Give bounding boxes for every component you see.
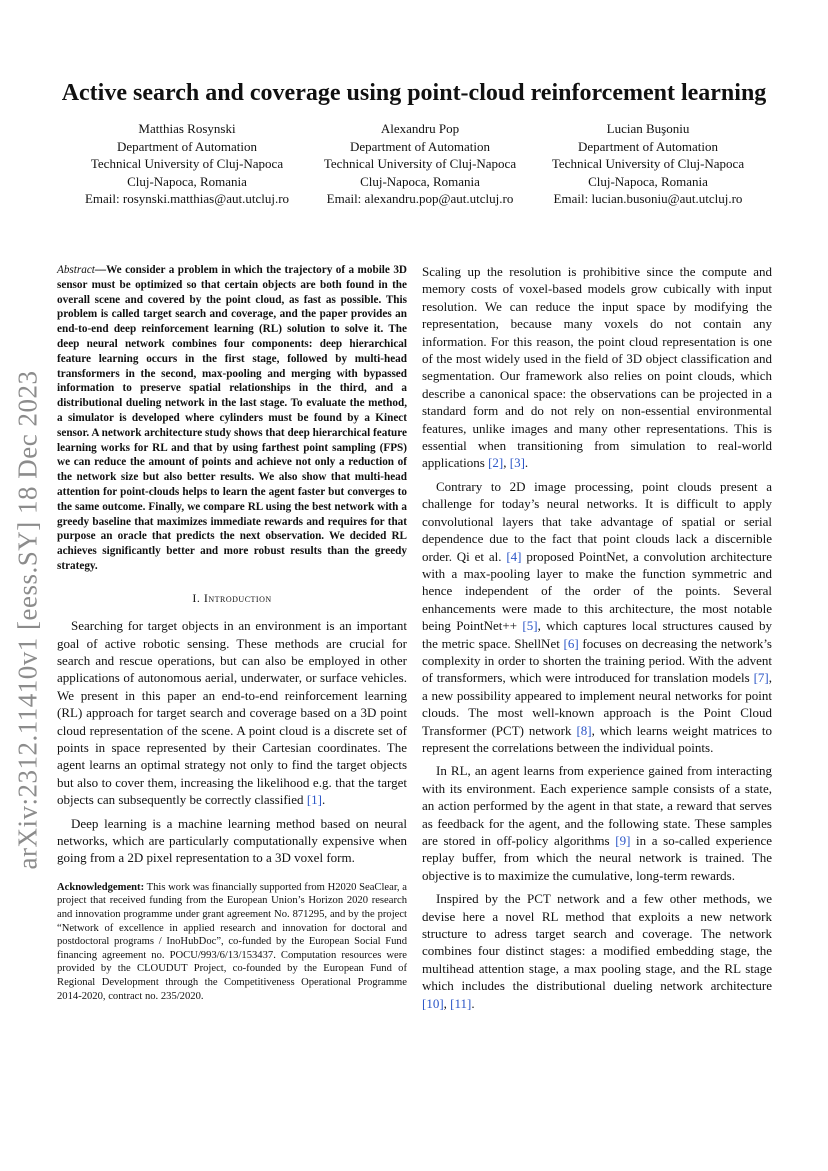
body-paragraph-4: Inspired by the PCT network and a few other methods, we devise here a novel RL method that exploits a new network structure to adress target search and coverage. The network combines four distinct stages: a modified embedding stage, the multihead attention stage, a max pooling stage, and the RL stage which includes the distributional dueling network architecture [10], [11]. xyxy=(422,891,772,1011)
author-block-3 xyxy=(533,120,763,208)
author-university: Technical University of Cluj-Napoca xyxy=(90,156,284,172)
citation-link[interactable]: [4] xyxy=(506,548,522,564)
citation-link[interactable]: [2] xyxy=(488,455,504,471)
citation-link[interactable]: [10] xyxy=(422,995,444,1011)
citation-link[interactable]: [6] xyxy=(563,635,579,651)
author-department: Department of Automation xyxy=(349,138,491,154)
citation-link[interactable]: [5] xyxy=(522,618,538,634)
author-block-1 xyxy=(72,120,302,208)
author-university: Technical University of Cluj-Napoca xyxy=(551,156,745,172)
author-name: Lucian Buşoniu xyxy=(606,121,690,136)
author-department: Department of Automation xyxy=(116,138,258,154)
body-paragraph-1: Scaling up the resolution is prohibitive since the compute and memory costs of voxel-based models grow cubically with input resolution. We can reduce the input space by modifying the representation, because many voxels do not contain any information. For this reason, the point cloud representation is one of the most widely used in the field of 3D object classification and segmentation. Our framework also relies on point clouds, which describe a canonical space: the observations can be projected in a standard form and do not rely on non-essential environmental features, unlike images and many other representations. This is essential when transitioning from simulation to real-world applications [2], [3]. xyxy=(422,264,772,471)
paper-title: Active search and coverage using point-cloud reinforcement learning xyxy=(61,80,767,106)
section-heading-introduction xyxy=(57,590,407,607)
author-university: Technical University of Cluj-Napoca xyxy=(323,156,517,172)
author-email: Email: lucian.busoniu@aut.utcluj.ro xyxy=(553,191,743,207)
author-city: Cluj-Napoca, Romania xyxy=(588,173,708,189)
acknowledgement-label: Acknowledgement: xyxy=(57,881,145,893)
right-column xyxy=(422,263,772,1018)
citation-link[interactable]: [3] xyxy=(509,455,525,471)
citation-link[interactable]: [7] xyxy=(753,670,769,686)
citation-link[interactable]: [11] xyxy=(450,995,472,1011)
abstract xyxy=(57,263,407,574)
arxiv-watermark xyxy=(6,350,50,890)
intro-paragraph-1: Searching for target objects in an environment is an important goal of active robotic sensing. These methods are crucial for search and rescue operations, but can also be employed in other applications of autonomous aerial, underwater, or surface vehicles. We present in this paper an end-to-end reinforcement learning (RL) approach for target search and coverage based on a 3D point cloud representation of the scene. A point cloud is a discrete set of points in space represented by their Cartesian coordinates. The agent learns an optimal strategy not only to find the target objects but also to cover them, increasing the likelihood e.g. that the target objects can subsequently be correctly classified [1]. xyxy=(57,618,407,808)
abstract-text: —We consider a problem in which the trajectory of a mobile 3D sensor must be optimized so that certain objects are both found in the overall scene and covered by the point cloud, as fast as possible. This problem is called target search and coverage, and the paper provides an end-to-end deep reinforcement learning (RL) solution to solve it. The deep neural network combines four components: deep hierarchical feature learning occurs in the first stage, followed by multi-head transformers in the second, max-pooling and merging with bypassed information to preserve spatial relationships in the third, and a distributional dueling network in the last stage. To evaluate the method, a simulator is developed where cylinders must be found by a Kinect sensor. A network architecture study shows that deep hierarchical feature learning works for RL and that by using farthest point sampling (FPS) we can reduce the amount of points and achieve not only a reduction of the network size but also better results. We also show that multi-head attention for point-clouds helps to learn the agent faster but converges to the same outcome. Finally, we compare RL using the best network with a greedy baseline that maximizes immediate rewards and requires for that purpose an oracle that predicts the next observation. We decided RL achieves significantly better and more robust results than the greedy strategy. xyxy=(57,264,407,572)
author-city: Cluj-Napoca, Romania xyxy=(127,173,247,189)
author-department: Department of Automation xyxy=(577,138,719,154)
author-city: Cluj-Napoca, Romania xyxy=(360,173,480,189)
citation-link[interactable]: [1] xyxy=(306,792,322,808)
author-name: Alexandru Pop xyxy=(380,121,460,136)
citation-link[interactable]: [8] xyxy=(576,722,592,738)
citation-link[interactable]: [9] xyxy=(615,833,631,848)
author-block-2 xyxy=(305,120,535,208)
body-paragraph-2: Contrary to 2D image processing, point clouds present a challenge for today’s neural networks. It is difficult to apply convolutional layers that take advantage of spatial or serial dependence due to the fact that point clouds lack a discernible order. Qi et al. [4] proposed PointNet, a convolution architecture with a max-pooling layer to make the function symmetric and hence independent of the order of the points. Several enhancements were made to this architecture, the most notable being PointNet++ [5], which captures local structures caused by the metric space. ShellNet [6] focuses on decreasing the network’s complexity in order to shorten the training period. With the advent of transformers, which were introduced for translation models [7], a new possibility appeared to implement neural networks for point clouds. The most well-known approach is the Point Cloud Transformer (PCT) network [8], which learns weight matrices to represent the correlations between the individual points. xyxy=(422,478,772,755)
intro-paragraph-2: Deep learning is a machine learning method based on neural networks, which are particularly computationally expensive when going from a 2D pixel representation to a 3D voxel form. xyxy=(57,815,407,866)
acknowledgement-footnote xyxy=(57,881,407,1003)
author-email: Email: alexandru.pop@aut.utcluj.ro xyxy=(326,191,514,207)
author-email: Email: rosynski.matthias@aut.utcluj.ro xyxy=(84,191,290,207)
section-numeral: I. xyxy=(192,590,201,605)
body-paragraph-3: In RL, an agent learns from experience gained from interacting with its environment. Each experience sample consists of a state, an action performed by the agent in that state, a reward that serves as feedback for the agent, and the following state. These samples are stored in off-policy algorithms [9] in a so-called experience replay buffer, from which the neural network is trained. The objective is to maximize the cumulative, long-term rewards. xyxy=(422,763,772,883)
arxiv-identifier: arXiv:2312.11410v1 [eess.SY] 18 Dec 2023 xyxy=(12,370,43,870)
abstract-label: Abstract xyxy=(57,264,95,276)
author-name: Matthias Rosynski xyxy=(138,121,236,136)
section-title: Introduction xyxy=(203,590,272,605)
acknowledgement-text: This work was financially supported from H2020 SeaClear, a project that received funding from the European Union’s Horizon 2020 research and innovation programme under grant agreement No. 871295, and by the project “Network of excellence in applied research and innovation for doctoral and postdoctoral programs / InoHubDoc”, co-funded by the European Social Fund financing agreement no. POCU/993/6/13/153437. Computation resources were provided by the CLOUDUT Project, co-founded by the European Fund of Regional Development through the Competitiveness Operational Programme 2014-2020, contract no. 235/2020. xyxy=(57,881,407,1002)
left-column xyxy=(57,263,407,1003)
